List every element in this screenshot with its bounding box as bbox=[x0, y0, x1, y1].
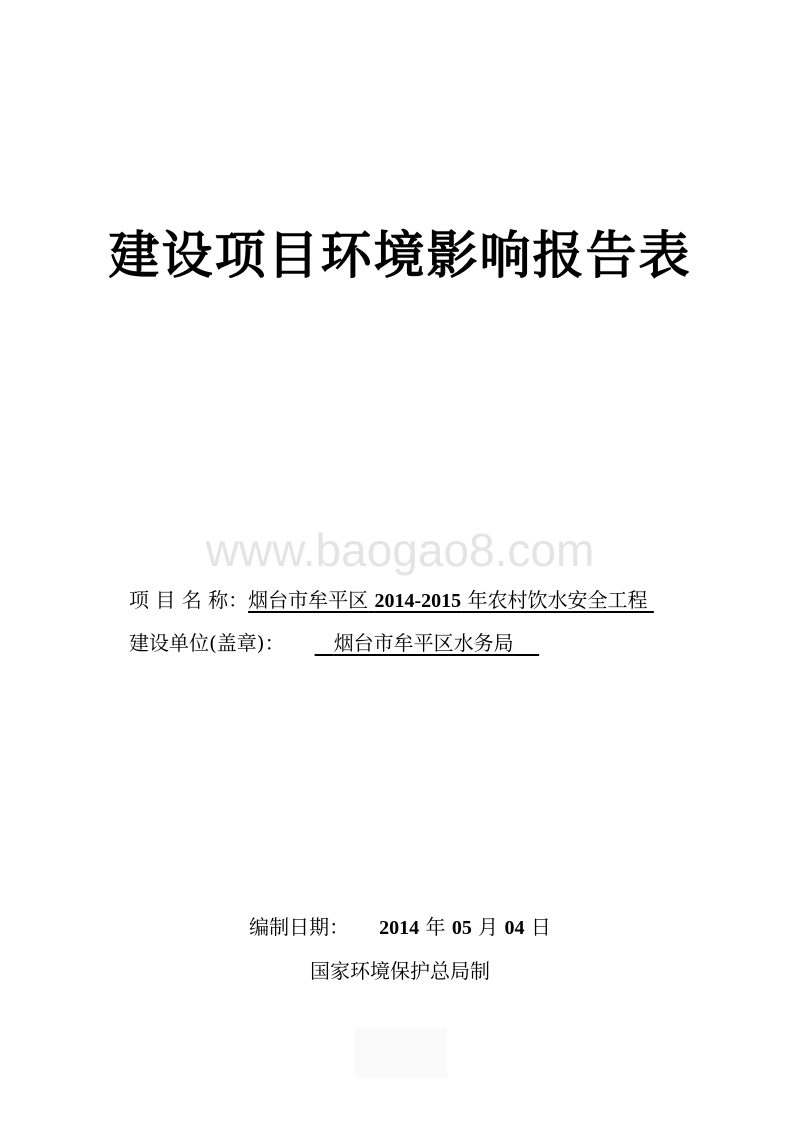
project-name-suffix: 年农村饮水安全工程 bbox=[467, 588, 648, 612]
project-name-years: 2014-2015 bbox=[374, 590, 462, 612]
project-name-value bbox=[248, 588, 654, 612]
compile-date-month-unit: 月 bbox=[478, 915, 499, 939]
compile-date-day-unit: 日 bbox=[530, 915, 551, 939]
watermark: www.baogao8.com bbox=[205, 524, 595, 576]
faint-stamp-mark bbox=[355, 1028, 447, 1078]
compile-date-day: 04 bbox=[504, 917, 525, 939]
compile-date-month: 05 bbox=[451, 917, 472, 939]
construction-unit-field bbox=[129, 629, 539, 657]
issuer: 国家环境保护总局制 bbox=[310, 959, 490, 983]
compile-date-year: 2014 bbox=[379, 917, 420, 939]
compile-date-label: 编制日期： bbox=[249, 915, 350, 939]
construction-unit-label: 建设单位(盖章)： bbox=[129, 631, 285, 655]
compile-date-year-unit: 年 bbox=[425, 915, 446, 939]
project-name-field bbox=[129, 586, 654, 615]
construction-unit-name: 烟台市牟平区水务局 bbox=[333, 631, 514, 655]
page-title: 建设项目环境影响报告表 bbox=[108, 227, 692, 286]
project-name-prefix: 烟台市牟平区 bbox=[248, 588, 369, 612]
project-name-label: 项 目 名 称： bbox=[129, 588, 249, 612]
compile-date bbox=[0, 913, 800, 942]
construction-unit-value bbox=[315, 629, 540, 657]
